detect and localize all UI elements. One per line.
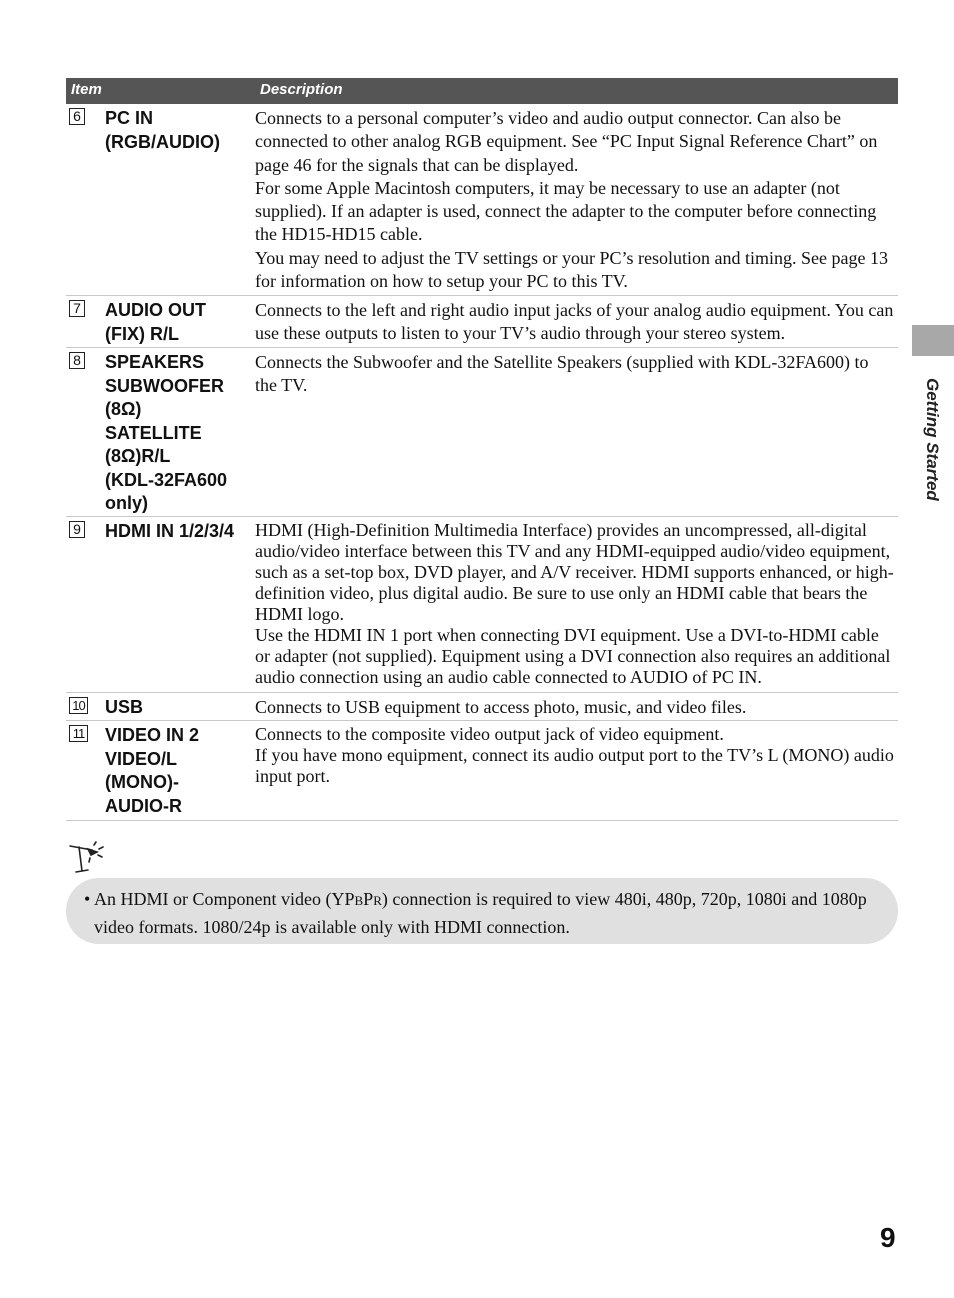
header-description: Description: [260, 81, 343, 98]
bullet: •: [84, 889, 91, 909]
header-item: Item: [71, 81, 102, 98]
tip-box: [66, 878, 898, 944]
desc-paragraph: HDMI (High-Definition Multimedia Interface) provides an uncompressed, all-digital audio/video interface between this TV and any HDMI-equipped audio/video equipment, such as a set-top box, DVD player, and A/V receiver. HDMI supports enhanced, or high-definition video, plus digital audio. Be sure to use only an HDMI cable that bears the HDMI logo.: [255, 520, 894, 624]
tip-text-part: ) connection is required to view 480i, 480p, 720p, 1080i and 1080p video formats. 1080/24p is available only with HDMI connection.: [94, 889, 867, 937]
tip-subscript: R: [373, 893, 382, 908]
section-tab: [912, 325, 954, 356]
section-label: Getting Started: [923, 378, 942, 501]
desc-paragraph: Connects to the left and right audio input jacks of your analog audio equipment. You can use these outputs to listen to your TV’s audio through your stereo system.: [255, 300, 894, 344]
tip-text-part: P: [363, 889, 374, 909]
item-number: 8: [69, 352, 85, 369]
desc-paragraph: Connects the Subwoofer and the Satellite Speakers (supplied with KDL-32FA600) to the TV.: [255, 352, 869, 396]
table-row: [66, 517, 898, 693]
item-description: [255, 696, 895, 719]
item-name: PC IN (RGB/AUDIO): [105, 108, 220, 152]
connections-table: [66, 78, 898, 821]
item-number: 11: [69, 725, 88, 742]
item-description: [255, 520, 895, 688]
tip-subscript: B: [354, 893, 364, 908]
item-number: 6: [69, 108, 85, 125]
tip-text-part: An HDMI or Component video (Y: [94, 889, 345, 909]
item-name: SPEAKERS SUBWOOFER (8Ω) SATELLITE (8Ω)R/L (KDL-32FA600 only): [105, 352, 228, 513]
item-description: [255, 107, 895, 293]
page-number: 9: [880, 1222, 896, 1253]
item-name: AUDIO OUT (FIX) R/L: [105, 300, 206, 344]
table-row: [66, 296, 898, 348]
table-row: [66, 348, 898, 517]
desc-paragraph: You may need to adjust the TV settings or your PC’s resolution and timing. See page 13 for information on how to setup your PC to this TV.: [255, 247, 888, 292]
item-description: [255, 351, 895, 398]
desc-paragraph: Connects to the composite video output jack of video equipment.: [255, 724, 724, 744]
item-number: 10: [69, 697, 88, 714]
tip-text-part: P: [344, 889, 355, 909]
desc-paragraph: If you have mono equipment, connect its audio output port to the TV’s L (MONO) audio input port.: [255, 745, 894, 786]
lightbulb-tip-icon: [68, 841, 106, 875]
tip-text: [84, 886, 884, 940]
table-row: [66, 693, 898, 721]
item-number: 9: [69, 521, 85, 538]
item-description: [255, 299, 895, 346]
desc-paragraph: Connects to a personal computer’s video and audio output connector. Can also be connected to other analog RGB equipment. See “PC Input Signal Reference Chart” on page 46 for the signals that can be displayed.: [255, 108, 878, 175]
table-row: [66, 104, 898, 296]
table-header: [66, 78, 898, 104]
item-name: VIDEO IN 2 VIDEO/L (MONO)- AUDIO-R: [105, 725, 200, 816]
table-row: [66, 721, 898, 821]
desc-paragraph: Connects to USB equipment to access photo, music, and video files.: [255, 697, 747, 717]
item-description: [255, 724, 895, 787]
item-name: HDMI IN 1/2/3/4: [105, 521, 235, 541]
desc-paragraph: Use the HDMI IN 1 port when connecting DVI equipment. Use a DVI-to-HDMI cable or adapter (not supplied). Equipment using a DVI connection also requires an additional audio connection using an audio cable connected to AUDIO of PC IN.: [255, 625, 891, 687]
item-number: 7: [69, 300, 85, 317]
desc-paragraph: For some Apple Macintosh computers, it may be necessary to use an adapter (not supplied). If an adapter is used, connect the adapter to the computer before connecting the HD15-HD15 cable.: [255, 177, 877, 245]
item-name: USB: [105, 697, 144, 717]
